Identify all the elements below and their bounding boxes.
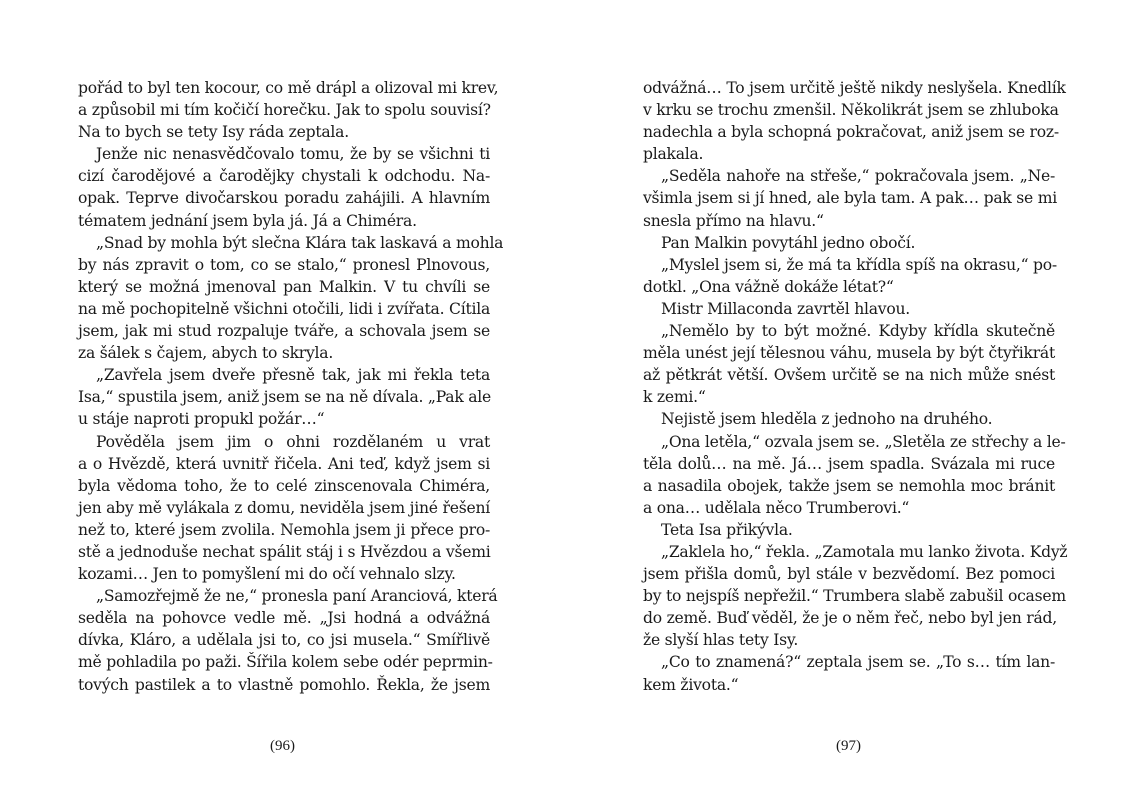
text-line: „Snad by mohla být slečna Klára tak laskavá a mohla	[96, 233, 504, 252]
text-line: za šálek s čajem, abych to skryla.	[78, 344, 334, 363]
text-line: všimla jsem si jí hned, ale byla tam. A pak… pak se mi	[643, 189, 1057, 208]
text-line: stě a jednoduše nechat spálit stáj i s Hvězdou a všemi	[78, 542, 491, 561]
text-line: a o Hvězdě, která uvnitř řičela. Ani teď, když jsem si	[78, 454, 490, 473]
text-line: Na to bych se tety Isy ráda zeptala.	[78, 123, 349, 142]
text-line: jsem, jak mi stud rozpaluje tváře, a schovala jsem se	[78, 322, 490, 341]
text-line: u stáje naproti propukl požár…“	[78, 410, 325, 429]
text-line: až pětkrát větší. Ovšem určitě se na nich může snést	[643, 366, 1055, 385]
text-line: Nejistě jsem hleděla z jednoho na druhého.	[661, 410, 993, 429]
text-line: tových pastilek a to vlastně pomohlo. Řekla, že jsem	[78, 675, 490, 694]
right-page-text	[643, 77, 1068, 696]
text-line: že slyší hlas tety Isy.	[643, 631, 799, 650]
text-line: by nás zpravit o tom, co se stalo,“ pronesl Plnovous,	[78, 255, 490, 274]
text-line: „Samozřejmě že ne,“ pronesla paní Aranciová, která	[96, 587, 498, 606]
text-line: plakala.	[643, 145, 704, 164]
text-line: kem života.“	[643, 675, 739, 694]
text-line: Pověděla jsem jim o ohni rozdělaném u vrat	[96, 432, 490, 451]
text-line: a nasadila obojek, takže jsem se nemohla moc bránit	[643, 476, 1055, 495]
text-line: těla dolů… na mě. Já… jsem spadla. Svázala mi ruce	[643, 454, 1055, 473]
text-line: k zemi.“	[643, 388, 706, 407]
text-line: „Co to znamená?“ zeptala jsem se. „To s… tím lan-	[661, 653, 1055, 672]
text-line: by to nejspíš nepřežil.“ Trumbera slabě zabušil ocasem	[643, 587, 1066, 606]
text-line: seděla na pohovce vedle mě. „Jsi hodná a odvážná	[78, 609, 490, 628]
text-line: Mistr Millaconda zavrtěl hlavou.	[661, 299, 910, 318]
text-line: Teta Isa přikývla.	[661, 520, 793, 539]
text-line: Jenže nic nenasvědčovalo tomu, že by se všichni ti	[96, 145, 490, 164]
text-line: „Myslel jsem si, že má ta křídla spíš na okrasu,“ po-	[661, 255, 1057, 274]
text-line: a ona… udělala něco Trumberovi.“	[643, 498, 910, 517]
page-number-right: (97)	[836, 738, 861, 754]
text-line: dívka, Kláro, a udělala jsi to, co jsi musela.“ Smířlivě	[78, 631, 490, 650]
text-line: „Zavřela jsem dveře přesně tak, jak mi řekla teta	[96, 366, 490, 385]
text-line: byla vědoma toho, že to celé zinscenovala Chiméra,	[78, 476, 490, 495]
text-line: „Zaklela ho,“ řekla. „Zamotala mu lanko života. Když	[661, 542, 1068, 561]
left-page-text	[78, 77, 504, 696]
text-line: v krku se trochu zmenšil. Několikrát jsem se zhluboka	[643, 101, 1059, 120]
text-line: měla unést její tělesnou váhu, musela by být čtyřikrát	[643, 344, 1055, 363]
text-line: odvážná… To jsem určitě ještě nikdy neslyšela. Knedlík	[643, 79, 1066, 97]
text-line: na mě pochopitelně všichni otočili, lidi i zvířata. Cítila	[78, 299, 490, 318]
text-line: mě pohladila po paži. Šířila kolem sebe odér peprmin-	[78, 653, 493, 672]
text-line: jen aby mě vylákala z domu, neviděla jsem jiné řešení	[78, 498, 490, 517]
text-line: „Nemělo by to být možné. Kdyby křídla skutečně	[661, 322, 1055, 341]
text-line: Pan Malkin povytáhl jedno obočí.	[661, 233, 916, 252]
text-line: snesla přímo na hlavu.“	[643, 211, 824, 230]
page-number-left: (96)	[270, 738, 295, 754]
text-line: do země. Buď věděl, že je o něm řeč, nebo byl jen rád,	[643, 609, 1057, 628]
text-line: než to, které jsem zvolila. Nemohla jsem ji přece pro-	[78, 520, 490, 539]
text-line: cizí čarodějové a čarodějky chystali k odchodu. Na-	[78, 167, 490, 186]
text-line: pořád to byl ten kocour, co mě drápl a olizoval mi krev,	[78, 79, 499, 97]
text-line: nadechla a byla schopná pokračovat, aniž jsem se roz-	[643, 123, 1059, 142]
text-line: tématem jednání jsem byla já. Já a Chiméra.	[78, 211, 417, 230]
text-line: Isa,“ spustila jsem, aniž jsem se na ně dívala. „Pak ale	[78, 388, 492, 407]
text-line: „Ona letěla,“ ozvala jsem se. „Sletěla ze střechy a le-	[661, 432, 1066, 451]
text-line: jsem přišla domů, byl stále v bezvědomí. Bez pomoci	[643, 565, 1055, 584]
text-line: opak. Teprve divočarskou poradu zahájili. A hlavním	[78, 189, 490, 208]
text-line: dotkl. „Ona vážně dokáže létat?“	[643, 277, 894, 296]
text-line: který se možná jmenoval pan Malkin. V tu chvíli se	[78, 277, 490, 296]
text-line: a způsobil mi tím kočičí horečku. Jak to spolu souvisí?	[78, 101, 491, 120]
text-line: „Seděla nahoře na střeše,“ pokračovala jsem. „Ne-	[661, 167, 1055, 186]
text-line: kozami… Jen to pomyšlení mi do očí vehnalo slzy.	[78, 565, 456, 584]
